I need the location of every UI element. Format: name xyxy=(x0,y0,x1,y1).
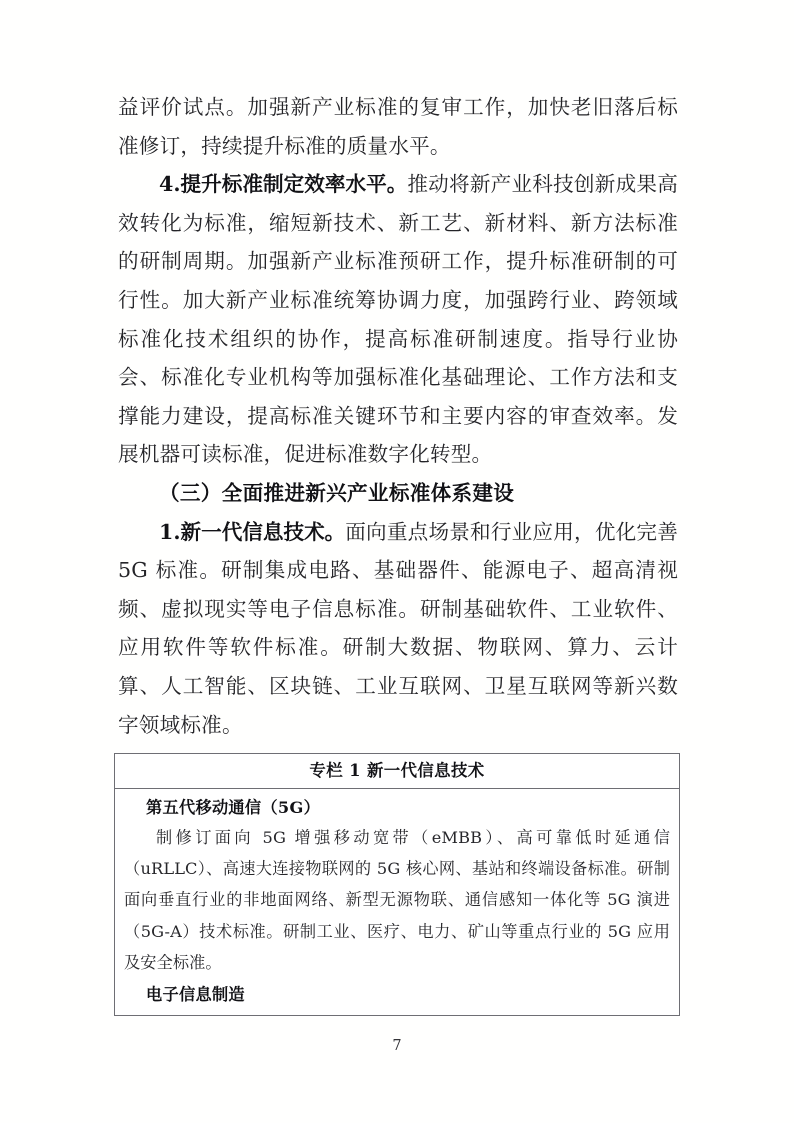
paragraph-text: 推动将新产业科技创新成果高效转化为标准，缩短新技术、新工艺、新材料、新方法标准的研制周期。加强新产业标准预研工作，提升标准研制的可行性。加大新产业标准统筹协调力度，加强跨行业、跨领域标准化技术组织的协作，提高标准研制速度。指导行业协会、标准化专业机构等加强标准化基础理论、工作方法和支撑能力建设，提高标准关键环节和主要内容的审查效率。发展机器可读标准，促进标准数字化转型。 xyxy=(118,172,678,467)
callout-subheading-electronics: 电子信息制造 xyxy=(146,985,245,1005)
paragraph-item-1 xyxy=(118,513,678,745)
callout-paragraph-5g: 制修订面向 5G 增强移动宽带（eMBB）、高可靠低时延通信（uRLLC）、高速大连接物联网的 5G 核心网、基站和终端设备标准。研制面向垂直行业的非地面网络、新型无源物联、通信感知一体化等 5G 演进（5G-A）技术标准。研制工业、医疗、电力、矿山等重点行业的 5G 应用及安全标准。 xyxy=(124,828,670,972)
section-heading-three: （三）全面推进新兴产业标准体系建设 xyxy=(159,480,515,505)
callout-subheading-5g: 第五代移动通信（5G） xyxy=(146,798,321,817)
page-content xyxy=(118,88,678,744)
paragraph-item-4 xyxy=(118,165,678,474)
paragraph-text: 益评价试点。加强新产业标准的复审工作，加快老旧落后标准修订，持续提升标准的质量水平。 xyxy=(118,95,678,158)
callout-paragraph-electronics xyxy=(124,1009,670,1016)
page-number: 7 xyxy=(392,1038,402,1054)
callout-box-body xyxy=(115,789,679,1016)
callout-box xyxy=(114,753,680,1016)
callout-box-container xyxy=(114,753,680,1016)
paragraph-text: 面向重点场景和行业应用，优化完善 5G 标准。研制集成电路、基础器件、能源电子、超高清视频、虚拟现实等电子信息标准。研制基础软件、工业软件、应用软件等软件标准。研制大数据、物联网、算力、云计算、人工智能、区块链、工业互联网、卫星互联网等新兴数字领域标准。 xyxy=(118,519,678,737)
paragraph-continuation xyxy=(118,88,678,165)
paragraph-lead-label: 1.新一代信息技术。 xyxy=(159,519,346,544)
callout-box-header: 专栏 1 新一代信息技术 xyxy=(115,754,679,789)
paragraph-lead-label: 4.提升标准制定效率水平。 xyxy=(159,172,408,197)
